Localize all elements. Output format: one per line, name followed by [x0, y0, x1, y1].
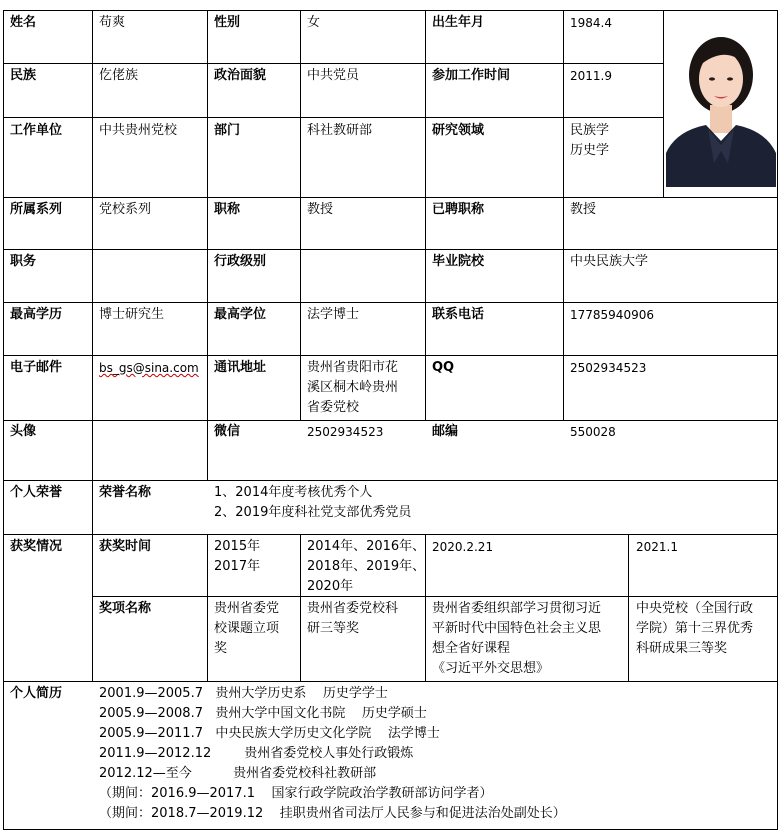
col-divider	[207, 10, 208, 481]
label-ethnicity: 民族	[10, 68, 37, 83]
label-address: 通讯地址	[214, 360, 267, 375]
label-hired-title: 已聘职称	[432, 202, 485, 217]
award-name-line: 贵州省委组织部学习贯彻习近	[432, 601, 602, 616]
value-degree: 法学博士	[307, 307, 360, 322]
label-honors: 个人荣誉	[10, 485, 63, 500]
row-divider	[3, 302, 778, 303]
award-name-line: 贵州省委党校科	[307, 601, 399, 616]
award-name-line: 中央党校（全国行政	[636, 601, 754, 616]
award-name-line: 科研成果三等奖	[636, 641, 728, 656]
label-work-start: 参加工作时间	[432, 68, 511, 83]
col-divider	[300, 534, 301, 682]
resume-line: 2005.9—2011.7 中央民族大学历史文化学院 法学博士	[99, 726, 440, 741]
value-email[interactable]: bs_gs@sina.com	[99, 361, 199, 375]
value-qq: 2502934523	[570, 361, 647, 375]
row-divider	[3, 249, 778, 250]
resume-line: （期间：2016.9—2017.1 国家行政学院政治学教研部访问学者）	[99, 786, 493, 801]
value-address-2: 溪区桐木岭贵州	[307, 380, 399, 395]
col-divider	[628, 534, 629, 682]
resume-line: 2011.9—2012.12 贵州省委党校人事处行政锻炼	[99, 746, 414, 761]
label-position: 职务	[10, 254, 37, 269]
award-name-line: 学院）第十三界优秀	[636, 621, 754, 636]
label-name: 姓名	[10, 15, 37, 30]
value-political: 中共党员	[307, 68, 360, 83]
value-address-3: 省委党校	[307, 400, 360, 415]
label-degree: 最高学位	[214, 307, 267, 322]
label-resume: 个人简历	[10, 686, 63, 701]
row-divider	[3, 681, 778, 682]
label-award-time: 获奖时间	[99, 539, 152, 554]
award-name-line: 校课题立项	[214, 621, 280, 636]
value-graduated: 中央民族大学	[570, 254, 649, 269]
row-divider	[3, 117, 663, 118]
resume-line: 2001.9—2005.7 贵州大学历史系 历史学学士	[99, 686, 388, 701]
value-name: 苟爽	[99, 15, 126, 30]
col-divider	[663, 10, 664, 198]
value-birth: 1984.4	[570, 16, 612, 30]
value-ethnicity: 仡佬族	[99, 68, 139, 83]
award-name-line: 平新时代中国特色社会主义思	[432, 621, 602, 636]
value-education: 博士研究生	[99, 307, 165, 322]
row-divider	[3, 480, 778, 481]
label-awards: 获奖情况	[10, 539, 63, 554]
value-research-2: 历史学	[570, 143, 610, 158]
col-divider	[300, 10, 301, 421]
value-title: 教授	[307, 202, 334, 217]
portrait-photo	[666, 13, 776, 187]
award-name-line: 想全省好课程	[432, 641, 511, 656]
label-phone: 联系电话	[432, 307, 485, 322]
award-time-line: 2014年、2016年、	[307, 539, 426, 554]
row-divider	[3, 355, 778, 356]
label-title: 职称	[214, 202, 241, 217]
label-political: 政治面貌	[214, 68, 267, 83]
label-birth: 出生年月	[432, 15, 485, 30]
value-work-start: 2011.9	[570, 69, 612, 83]
award-time-line: 2021.1	[636, 540, 678, 554]
col-divider	[563, 10, 564, 421]
label-avatar: 头像	[10, 424, 37, 439]
award-time-line: 2017年	[214, 559, 261, 574]
value-department: 科社教研部	[307, 123, 373, 138]
value-series: 党校系列	[99, 202, 152, 217]
honor-item: 2、2019年度科社党支部优秀党员	[214, 505, 412, 520]
row-divider	[92, 596, 778, 597]
resume-line: （期间：2018.7—2019.12 挂职贵州省司法厅人民参与和促进法治处副处长）	[99, 806, 566, 821]
value-postcode: 550028	[570, 425, 616, 439]
value-gender: 女	[307, 15, 321, 30]
award-name-line: 贵州省委党	[214, 601, 280, 616]
row-divider	[3, 534, 778, 535]
label-honor-name: 荣誉名称	[99, 485, 152, 500]
col-divider	[425, 10, 426, 421]
honor-item: 1、2014年度考核优秀个人	[214, 485, 373, 500]
award-time-line: 2015年	[214, 539, 261, 554]
label-series: 所属系列	[10, 202, 63, 217]
label-research: 研究领域	[432, 123, 485, 138]
table-border-bottom	[3, 829, 778, 830]
award-time-line: 2018年、2019年、	[307, 559, 426, 574]
row-divider	[3, 63, 663, 64]
label-unit: 工作单位	[10, 123, 63, 138]
portrait-image	[666, 13, 776, 187]
row-divider	[3, 420, 778, 421]
label-qq: QQ	[432, 360, 455, 375]
col-divider	[207, 534, 208, 682]
row-divider	[3, 197, 778, 198]
label-education: 最高学历	[10, 307, 63, 322]
award-name-line: 《习近平外交思想》	[432, 661, 550, 676]
label-postcode: 邮编	[432, 424, 459, 439]
label-department: 部门	[214, 123, 241, 138]
label-award-name: 奖项名称	[99, 601, 152, 616]
award-name-line: 奖	[214, 641, 228, 656]
award-time-line: 2020年	[307, 579, 354, 594]
label-gender: 性别	[214, 15, 241, 30]
value-hired-title: 教授	[570, 202, 597, 217]
award-name-line: 研三等奖	[307, 621, 360, 636]
table-border-top	[3, 10, 778, 11]
resume-line: 2012.12—至今 贵州省委党校科社教研部	[99, 766, 377, 781]
label-wechat: 微信	[214, 424, 241, 439]
value-unit: 中共贵州党校	[99, 123, 178, 138]
label-graduated: 毕业院校	[432, 254, 485, 269]
resume-line: 2005.9—2008.7 贵州大学中国文化书院 历史学硕士	[99, 706, 427, 721]
value-address-1: 贵州省贵阳市花	[307, 360, 399, 375]
value-research-1: 民族学	[570, 123, 610, 138]
award-time-line: 2020.2.21	[432, 540, 494, 554]
value-phone: 17785940906	[570, 308, 654, 322]
col-divider	[92, 10, 93, 682]
value-wechat: 2502934523	[307, 425, 384, 439]
label-email: 电子邮件	[10, 360, 63, 375]
label-admin-level: 行政级别	[214, 254, 267, 269]
